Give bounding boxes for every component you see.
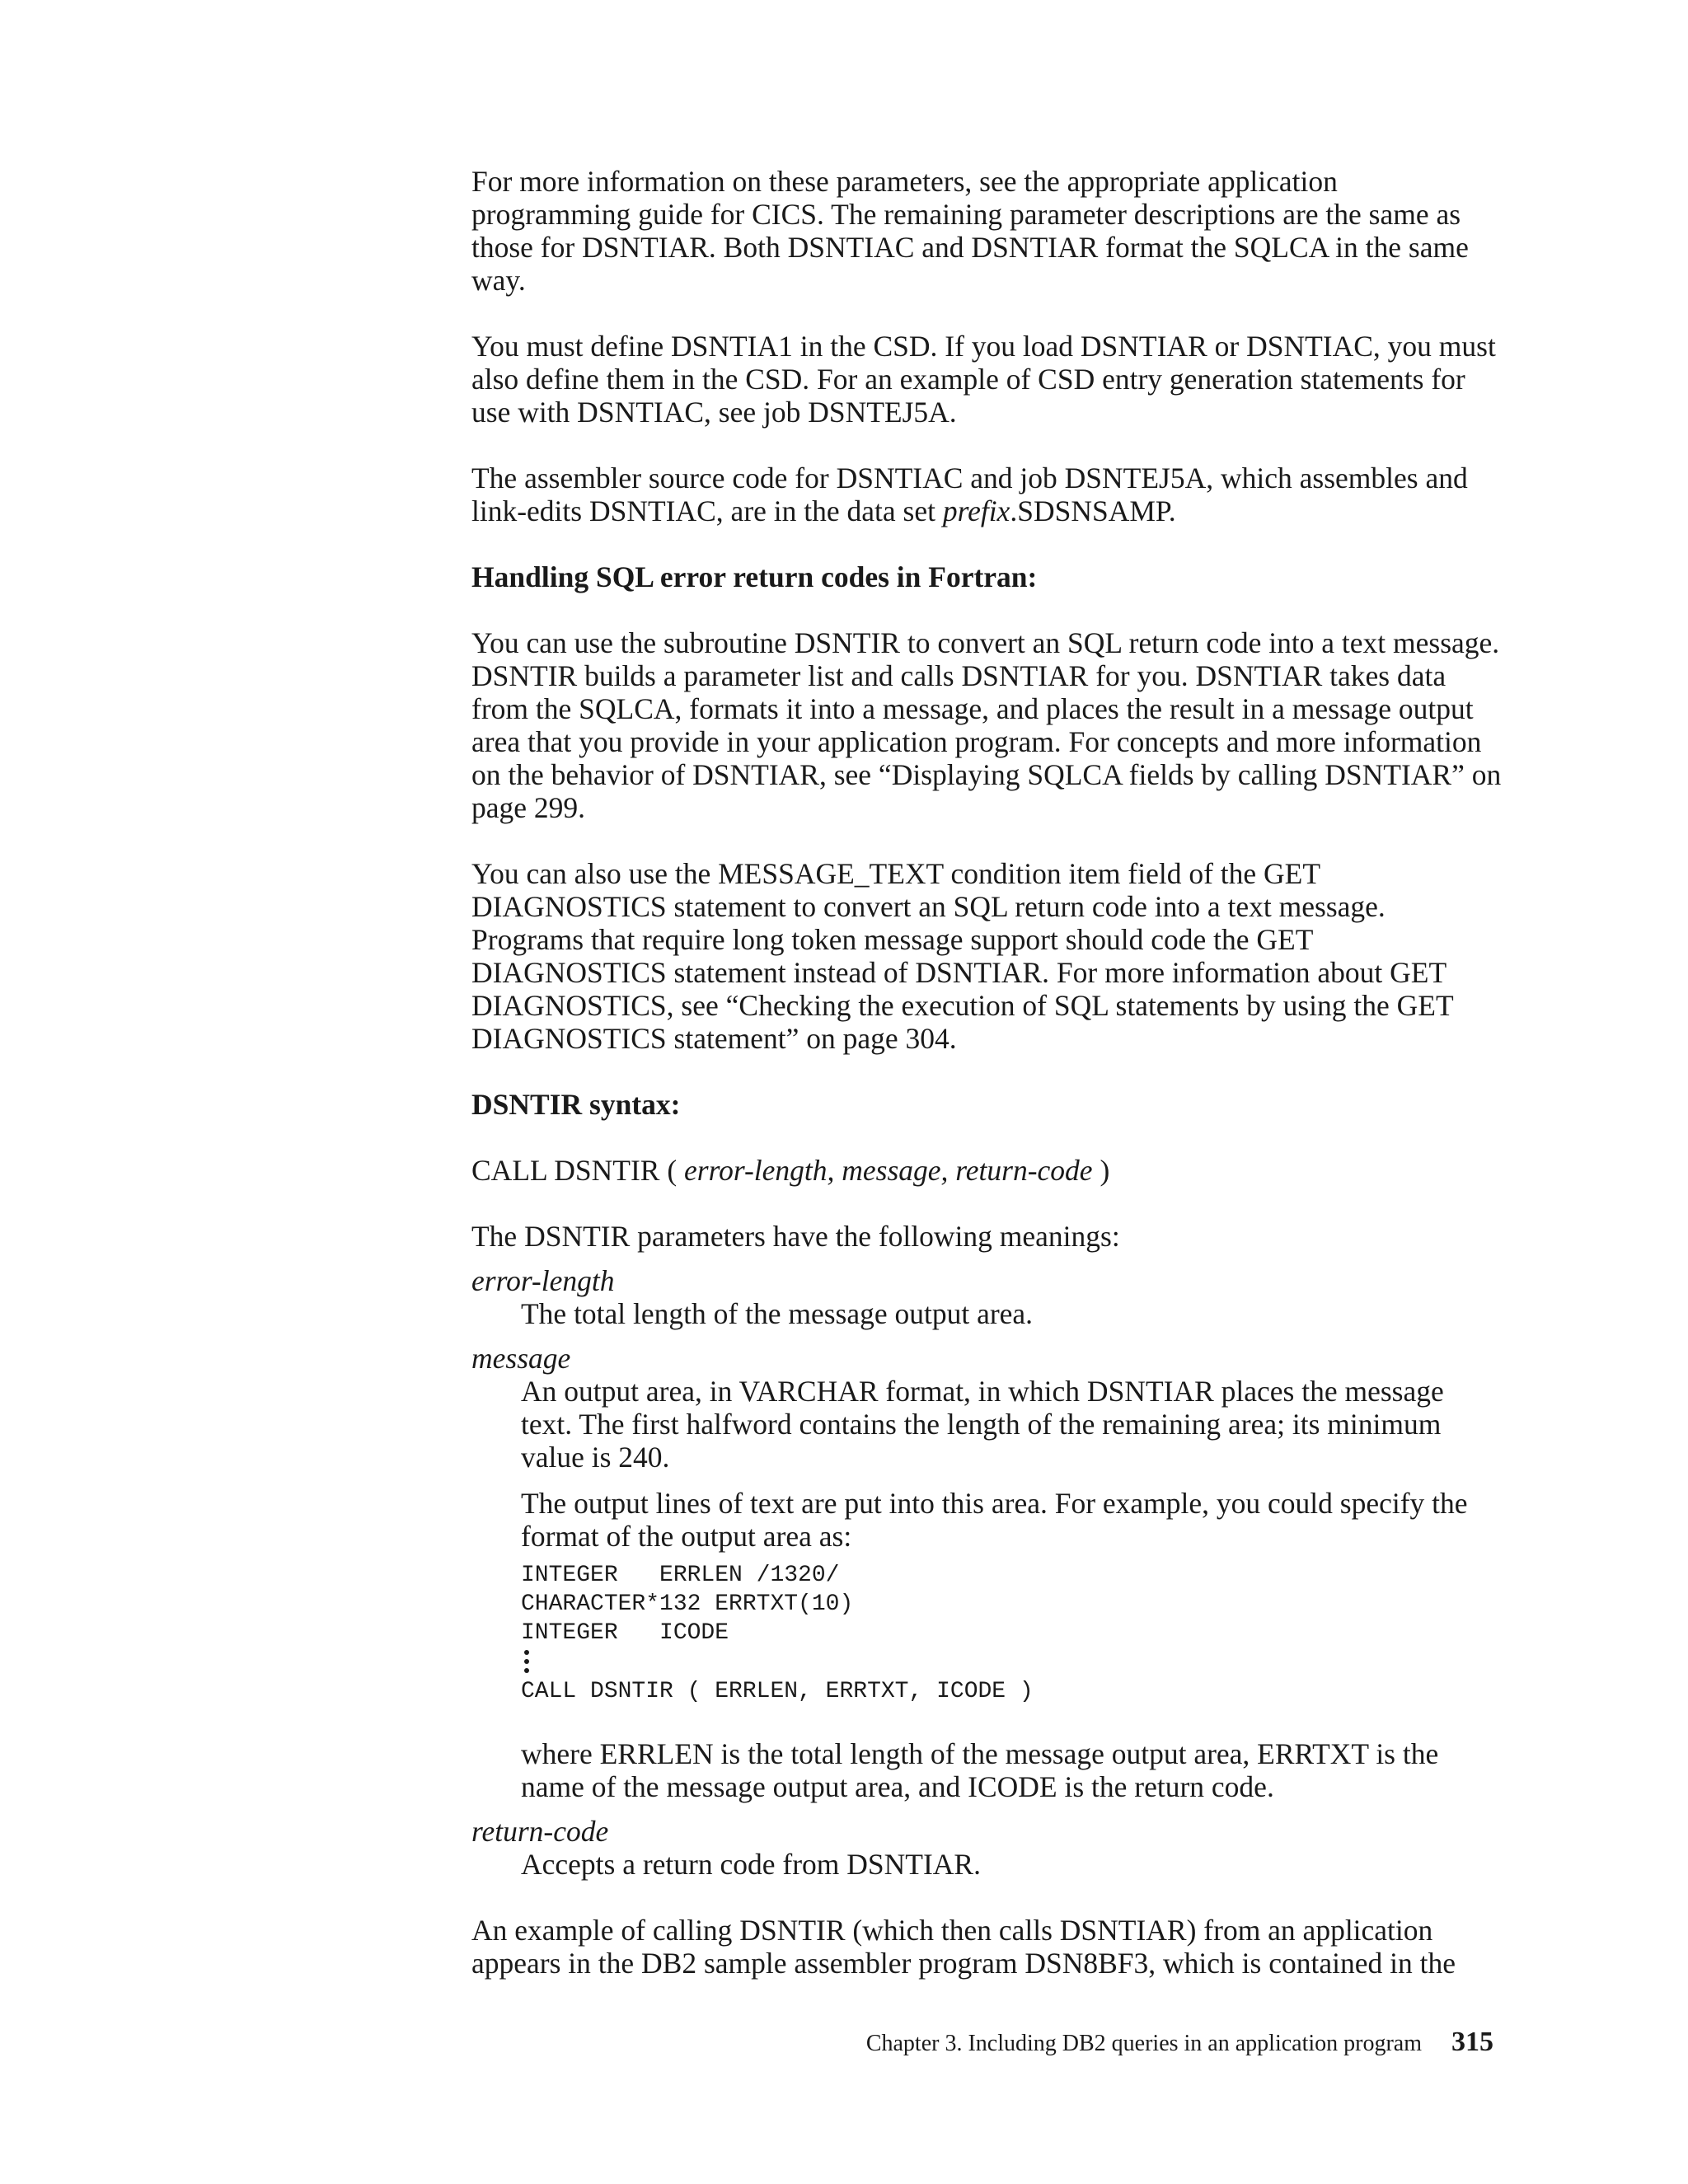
paragraph-example-dsn8bf3: An example of calling DSNTIR (which then calls DSNTIAR) from an application appears in the DB2 sample assembler program DSN8BF3, which is contained in the [471,1914,1456,1980]
prefix-italic: prefix [942,494,1010,527]
page-number: 315 [1451,2027,1493,2057]
def-return-code [521,1848,1502,1881]
dataset-suffix: .SDSNSAMP. [1010,494,1176,527]
footer-chapter-title: Chapter 3. Including DB2 queries in an application program [865,2031,1422,2056]
code-example-declarations: INTEGER ERRLEN /1320/ CHARACTER*132 ERRTXT(10) INTEGER ICODE [521,1563,854,1646]
assembler-source-text: The assembler source code for DSNTIAC and job DSNTEJ5A, which assembles and link-edits DSNTIAC, are in the data set [471,462,1468,527]
syntax-params: error-length, message, return-code [684,1154,1093,1187]
term-return-code: return-code [471,1815,609,1848]
paragraph-dsntir-intro: You can use the subroutine DSNTIR to convert an SQL return code into a text message. DSNTIR builds a parameter list and calls DSNTIAR for you. DSNTIAR takes data from the SQLCA, formats it into a message, and places the result in a message output area that you provide in your application program. For concepts and more information on the behavior of DSNTIAR, see “Displaying SQLCA fields by calling DSNTIAR” on page 299. [471,626,1502,824]
syntax-suffix: ) [1092,1154,1110,1187]
def-message-text-3: where ERRLEN is the total length of the message output area, ERRTXT is the name of the message output area, and ICODE is the return code. [521,1737,1439,1803]
heading-syntax: DSNTIR syntax: [471,1088,681,1121]
paragraph-assembler-source [471,462,1502,527]
def-message-text-2: The output lines of text are put into this area. For example, you could specify the format of the output area as: [521,1487,1468,1553]
def-message-text-1: An output area, in VARCHAR format, in which DSNTIAR places the message text. The first halfword contains the length of the remaining area; its minimum value is 240. [521,1375,1444,1474]
paragraph-get-diagnostics: You can also use the MESSAGE_TEXT condition item field of the GET DIAGNOSTICS statement to convert an SQL return code into a text message. Programs that require long token message support should code the GET DIAGNOSTICS statement instead of DSNTIAR. For more information about GET DIAGNOSTICS, see “Checking the execution of SQL statements by using the GET DIAGNOSTICS statement” on page 304. [471,857,1454,1055]
definition-list [471,1264,1502,1881]
paragraph-cics-parameters: For more information on these parameters, see the appropriate application programming guide for CICS. The remaining parameter descriptions are the same as those for DSNTIAR. Both DSNTIAC and DSNTIAR format the SQLCA in the same way. [471,165,1469,297]
def-return-code-text: Accepts a return code from DSNTIAR. [521,1848,981,1881]
paragraph-parameters-intro: The DSNTIR parameters have the following meanings: [471,1220,1120,1253]
paragraph-define-csd: You must define DSNTIA1 in the CSD. If you load DSNTIAR or DSNTIAC, you must also define them in the CSD. For an example of CSD entry generation statements for use with DSNTIAC, see job DSNTEJ5A. [471,330,1496,429]
def-error-length-text: The total length of the message output area. [521,1297,1034,1330]
code-example-call: CALL DSNTIR ( ERRLEN, ERRTXT, ICODE ) [521,1679,1034,1704]
def-message [521,1375,1502,1803]
syntax-prefix: CALL DSNTIR ( [471,1154,685,1187]
vertical-ellipsis-icon [524,1650,531,1673]
syntax-line [471,1154,1502,1187]
page-footer [0,2027,1493,2059]
heading-fortran: Handling SQL error return codes in Fortran: [471,560,1038,593]
term-message: message [471,1342,571,1375]
term-error-length: error-length [471,1264,615,1297]
body-column [471,165,1502,1980]
def-error-length [521,1297,1502,1330]
